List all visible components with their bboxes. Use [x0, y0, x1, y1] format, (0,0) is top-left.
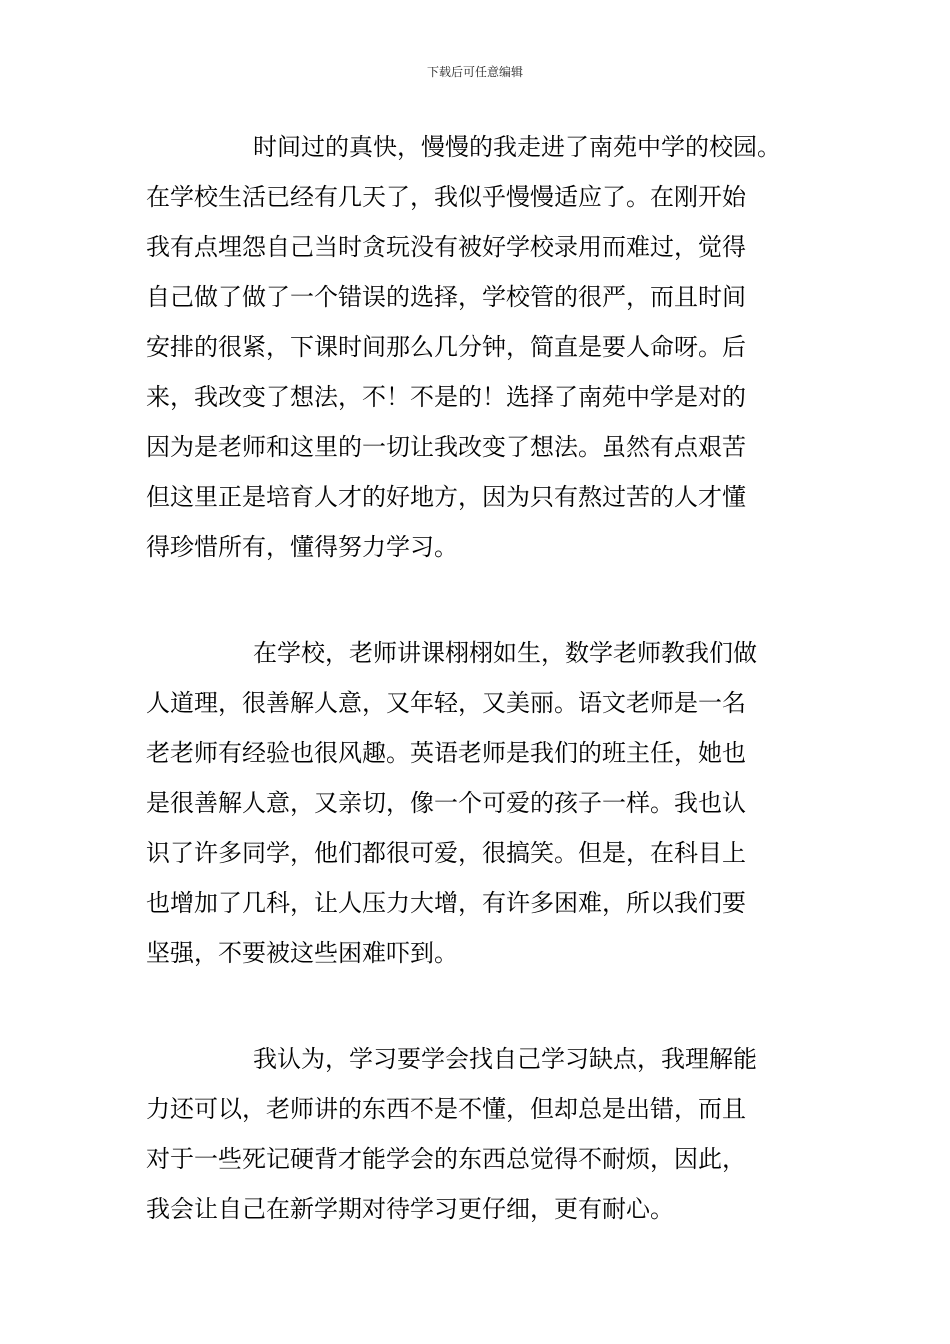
paragraph-line: 识了许多同学，他们都很可爱，很搞笑。但是，在科目上: [146, 839, 746, 867]
paragraph-line: 但这里正是培育人才的好地方，因为只有熬过苦的人才懂: [146, 483, 746, 511]
paragraph-line: 是很善解人意，又亲切，像一个可爱的孩子一样。我也认: [146, 789, 746, 817]
paragraph-line: 老老师有经验也很风趣。英语老师是我们的班主任，她也: [146, 739, 746, 767]
paragraph-spacer: [146, 572, 816, 628]
paragraph-line: 安排的很紧，下课时间那么几分钟，简直是要人命呀。后: [146, 333, 746, 361]
paragraph-line: 自己做了做了一个错误的选择，学校管的很严，而且时间: [146, 283, 746, 311]
paragraph-line: 人道理，很善解人意，又年轻，又美丽。语文老师是一名: [146, 689, 746, 717]
paragraph-line: 我认为，学习要学会找自己学习缺点，我理解能: [253, 1045, 757, 1073]
paragraph-line: 力还可以，老师讲的东西不是不懂，但却总是出错，而且: [146, 1095, 746, 1123]
paragraph-line: 也增加了几科，让人压力大增，有许多困难，所以我们要: [146, 889, 746, 917]
paragraph-spacer: [146, 978, 816, 1034]
paragraph-line: 坚强，不要被这些困难吓到。: [146, 939, 458, 967]
paragraph-line: 来，我改变了想法，不！不是的！选择了南苑中学是对的: [146, 383, 746, 411]
paragraph-2: [146, 628, 816, 978]
paragraph-line: 我会让自己在新学期对待学习更仔细，更有耐心。: [146, 1195, 674, 1223]
paragraph-line: 我有点埋怨自己当时贪玩没有被好学校录用而难过，觉得: [146, 233, 746, 261]
paragraph-line: 在学校，老师讲课栩栩如生，数学老师教我们做: [253, 639, 757, 667]
paragraph-3: [146, 1034, 816, 1234]
paragraph-line: 得珍惜所有，懂得努力学习。: [146, 533, 458, 561]
paragraph-line: 因为是老师和这里的一切让我改变了想法。虽然有点艰苦: [146, 433, 746, 461]
paragraph-1: [146, 122, 816, 572]
document-body: [146, 122, 816, 1234]
paragraph-line: 时间过的真快，慢慢的我走进了南苑中学的校园。: [253, 133, 781, 161]
paragraph-line: 对于一些死记硬背才能学会的东西总觉得不耐烦，因此，: [146, 1145, 746, 1173]
page-header: 下载后可任意编辑: [426, 65, 523, 79]
paragraph-line: 在学校生活已经有几天了，我似乎慢慢适应了。在刚开始: [146, 183, 746, 211]
